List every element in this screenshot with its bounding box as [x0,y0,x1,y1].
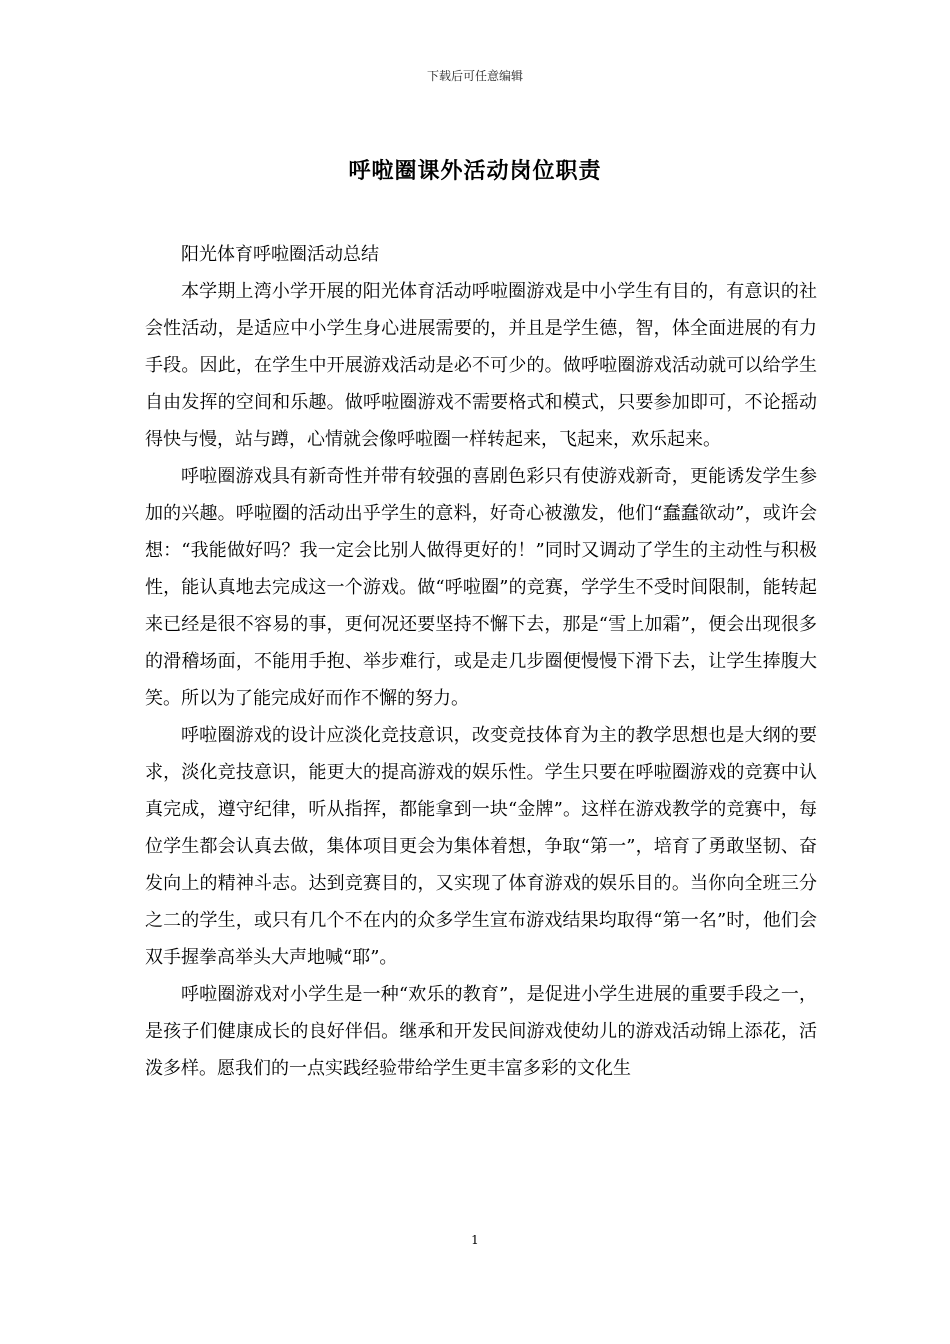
paragraph: 呼啦圈游戏具有新奇性并带有较强的喜剧色彩只有使游戏新奇，更能诱发学生参加的兴趣。呼啦圈的活动出乎学生的意料，好奇心被激发，他们“蠢蠢欲动”，或许会想：“我能做好吗？我一定会比别人做得更好的！”同时又调动了学生的主动性与积极性，能认真地去完成这一个游戏。做“呼啦圈”的竞赛，学学生不受时间限制，能转起来已经是很不容易的事，更何况还要坚持不懈下去，那是“雪上加霜”，便会出现很多的滑稽场面，不能用手抱、举步难行，或是走几步圈便慢慢下滑下去，让学生捧腹大笑。所以为了能完成好而作不懈的努力。 [145,466,817,709]
document-title: 呼啦圈课外活动岗位职责 [348,158,602,184]
paragraph: 呼啦圈游戏的设计应淡化竞技意识，改变竞技体育为主的教学思想也是大纲的要求，淡化竞技意识，能更大的提高游戏的娱乐性。学生只要在呼啦圈游戏的竞赛中认真完成，遵守纪律，听从指挥，都能拿到一块“金牌”。这样在游戏教学的竞赛中，每位学生都会认真去做，集体项目更会为集体着想，争取“第一”，培育了勇敢坚韧、奋发向上的精神斗志。达到竞赛目的，又实现了体育游戏的娱乐目的。当你向全班三分之二的学生，或只有几个不在内的众多学生宣布游戏结果均取得“第一名”时，他们会双手握拳高举头大声地喊“耶”。 [145,725,817,968]
document-body [145,236,817,1087]
paragraph: 呼啦圈游戏对小学生是一种“欢乐的教育”，是促进小学生进展的重要手段之一，是孩子们健康成长的良好伴侣。继承和开发民间游戏使幼儿的游戏活动锦上添花，活泼多样。愿我们的一点实践经验带给学生更丰富多彩的文化生 [145,984,817,1079]
page-number: 1 [471,1233,479,1247]
paragraph-subtitle: 阳光体育呼啦圈活动总结 [181,244,379,265]
paragraph: 本学期上湾小学开展的阳光体育活动呼啦圈游戏是中小学生有目的，有意识的社会性活动，是适应中小学生身心进展需要的，并且是学生德，智，体全面进展的有力手段。因此，在学生中开展游戏活动是必不可少的。做呼啦圈游戏活动就可以给学生自由发挥的空间和乐趣。做呼啦圈游戏不需要格式和模式，只要参加即可，不论摇动得快与慢，站与蹲，心情就会像呼啦圈一样转起来，飞起来，欢乐起来。 [145,281,817,450]
page-header: 下载后可任意编辑 [426,69,523,83]
